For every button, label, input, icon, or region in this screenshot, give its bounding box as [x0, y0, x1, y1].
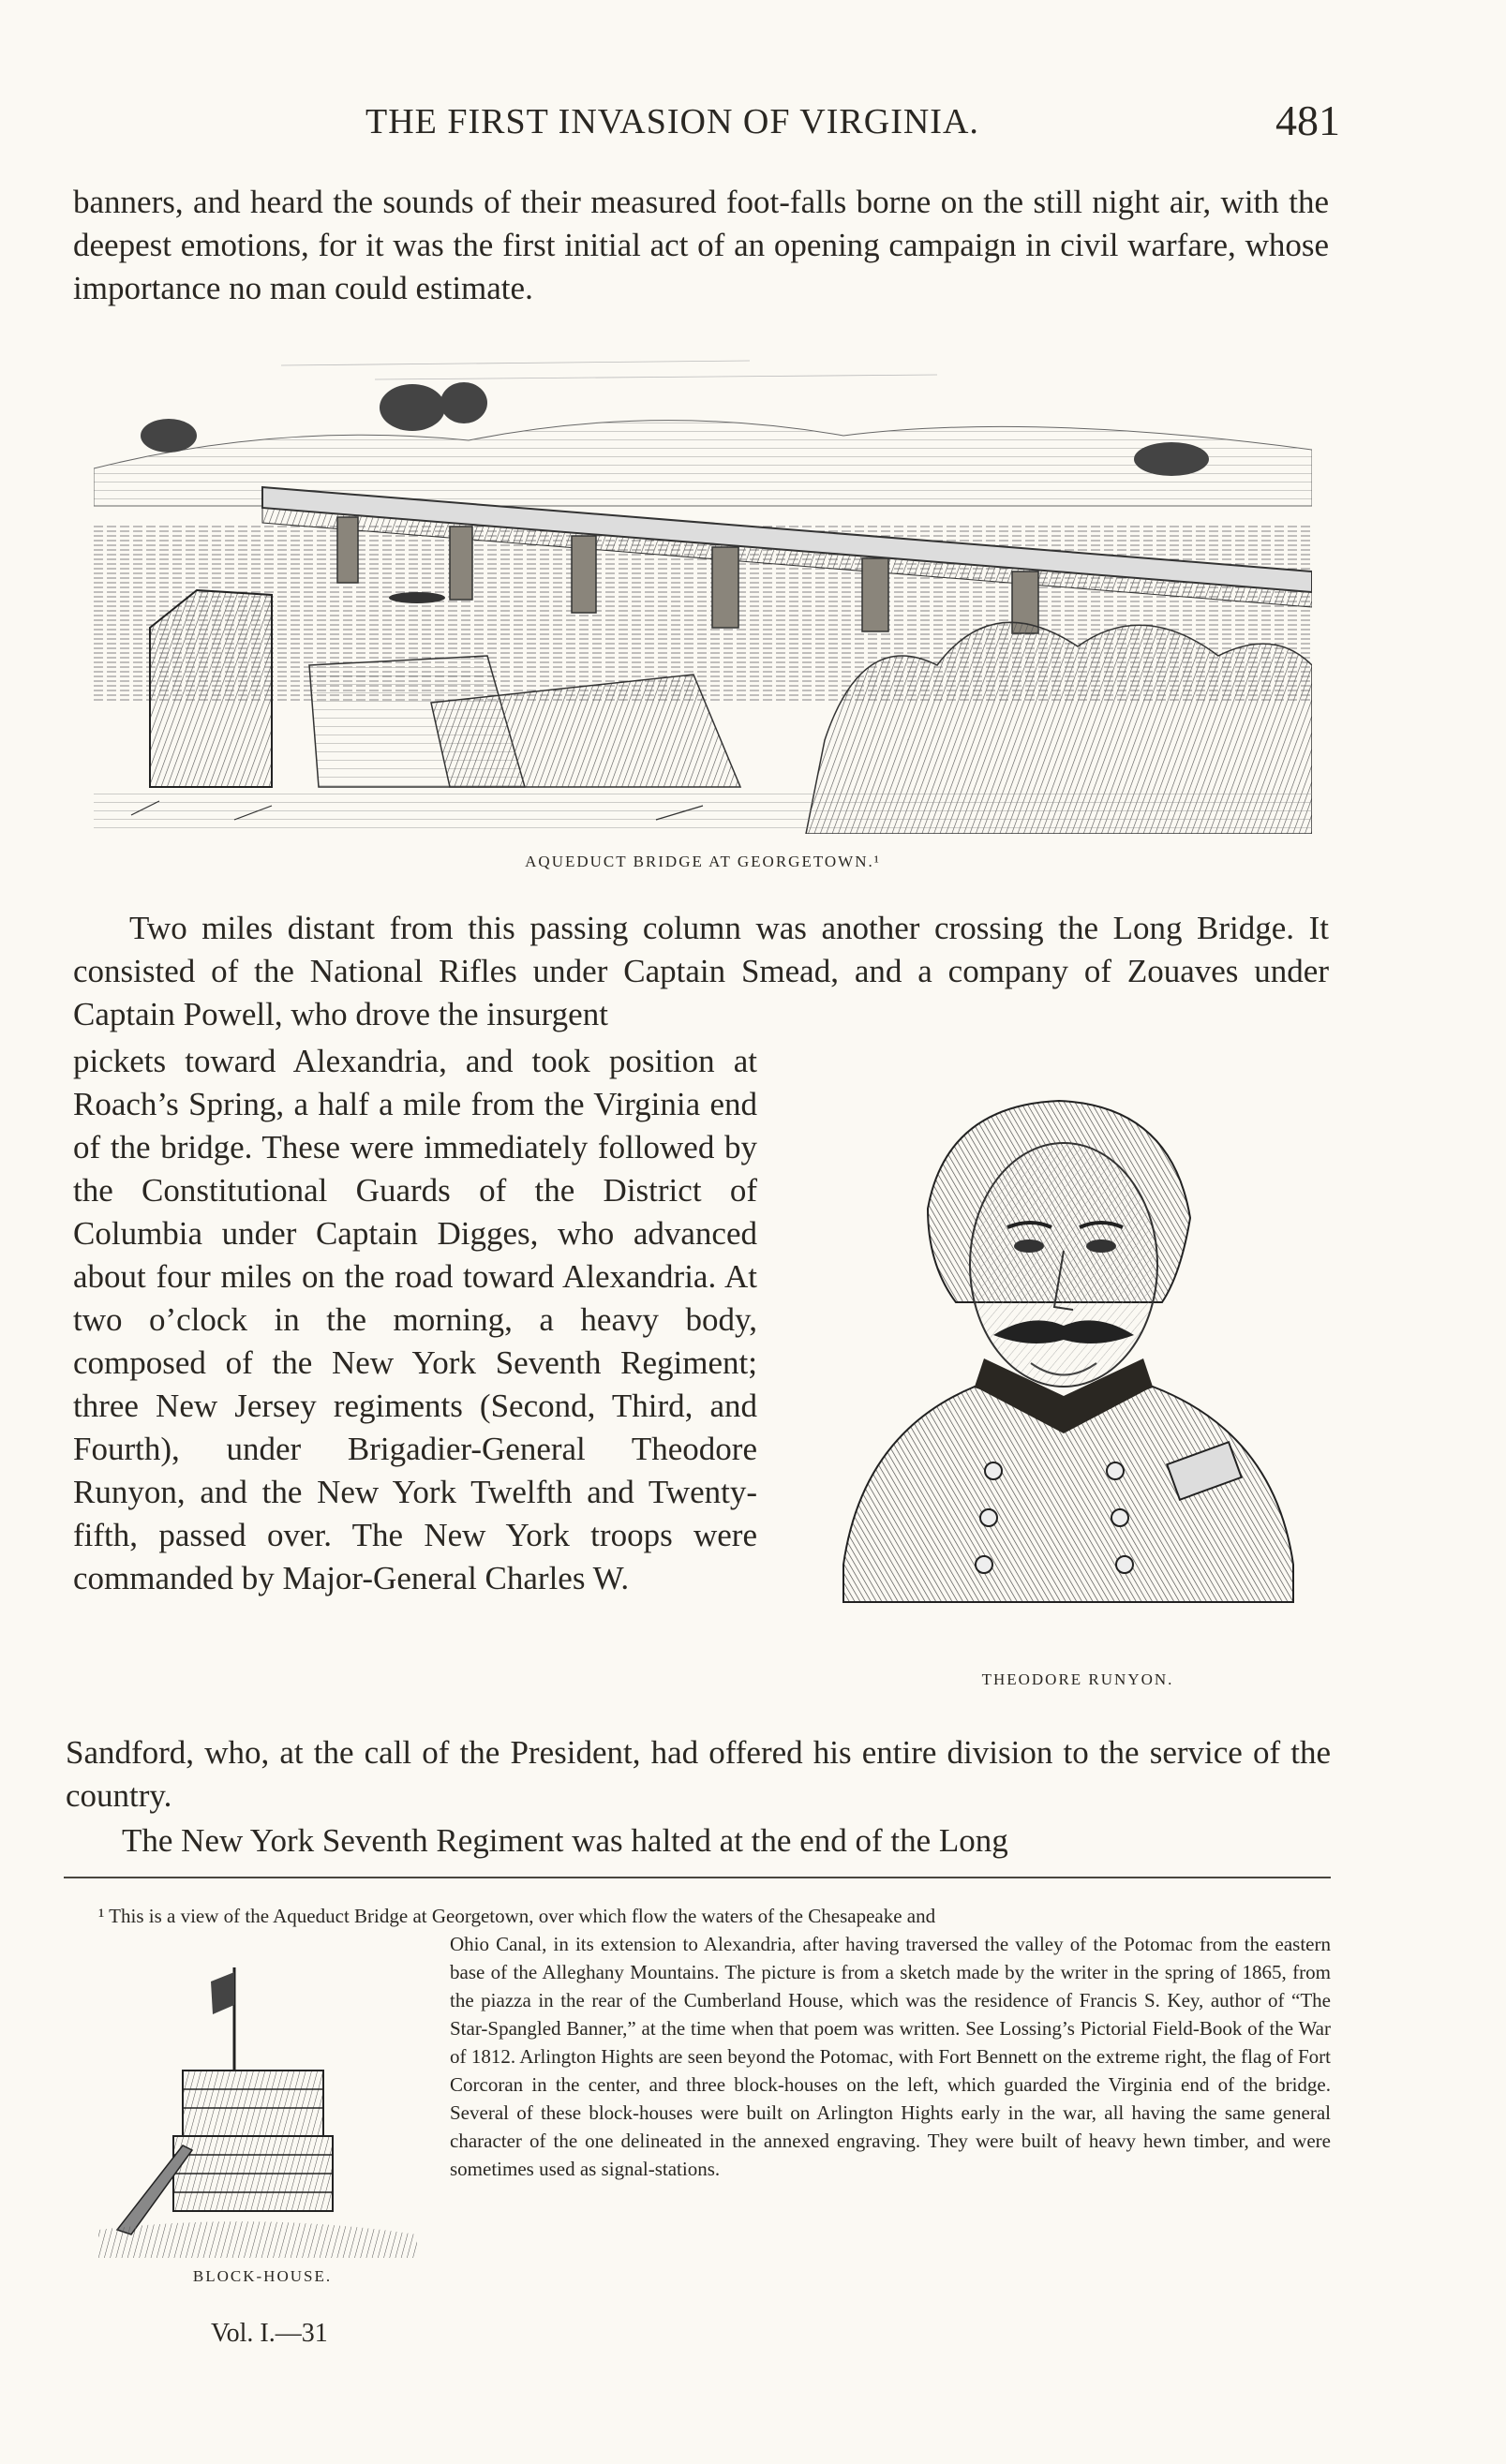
paragraph-sandford-text: Sandford, who, at the call of the President, had offered his entire division to the service of the country.	[66, 1734, 1331, 1814]
blockhouse-illustration	[80, 1958, 436, 2267]
bridge-caption: AQUEDUCT BRIDGE AT GEORGETOWN.¹	[525, 853, 881, 870]
aqueduct-bridge-engraving	[94, 347, 1312, 834]
portrait-illustration	[806, 1077, 1331, 1658]
footnote-first-line	[98, 1902, 1331, 1930]
bridge-illustration	[94, 347, 1312, 834]
paragraph-long-bridge-text: Two miles distant from this passing column was another crossing the Long Bridge. It consisted of the National Rifles under Captain Smead, and a company of Zouaves under Captain Powell, who drove the insurgent	[73, 910, 1329, 1032]
paragraph-narrow-column	[73, 1040, 757, 1600]
footnote-rule	[64, 1877, 1331, 1878]
running-head	[365, 94, 1340, 150]
blockhouse-caption: BLOCK-HOUSE.	[192, 2267, 333, 2285]
running-title: THE FIRST INVASION OF VIRGINIA.	[365, 102, 979, 141]
paragraph-sandford	[66, 1731, 1331, 1818]
volume-signature: Vol. I.—31	[211, 2319, 328, 2348]
paragraph-seventh-regiment-text: The New York Seventh Regiment was halted at the end of the Long	[122, 1822, 1008, 1859]
footnote-body: Ohio Canal, in its extension to Alexandria, after having traversed the valley of the Potomac from the eastern base of the Alleghany Mountains. The picture is from a sketch made by the writer in the spring of 1865, from the piazza in the rear of the Cumberland House, which was the residence of Francis S. Key, author of “The Star-Spangled Banner,” at the time when that poem was written. See Lossing’s Pictorial Field-Book of the War of 1812. Arlington Hights are seen beyond the Potomac, with Fort Bennett on the extreme right, the flag of Fort Corcoran in the center, and three block-houses on the left, which guarded the Virginia end of the bridge. Several of these block-houses were built on Arlington Hights early in the war, all having the same general character of the one delineated in the annexed engraving. They were built of heavy hewn timber, and were sometimes used as signal-stations.	[450, 1933, 1331, 2180]
paragraph-seventh-regiment	[75, 1819, 1331, 1863]
theodore-runyon-portrait	[806, 1077, 1331, 1658]
footnote-first-text: This is a view of the Aqueduct Bridge at Georgetown, over which flow the waters of the Chesapeake and	[109, 1905, 936, 1927]
page-number: 481	[1275, 96, 1340, 144]
runyon-caption: THEODORE RUNYON.	[981, 1670, 1174, 1688]
block-house-engraving	[80, 1958, 436, 2267]
paragraph-long-bridge	[73, 907, 1329, 1036]
paragraph-narrow-text: pickets toward Alexandria, and took position at Roach’s Spring, a half a mile from the Virginia end of the bridge. These were immediately followed by the Constitutional Guards of the District of Columbia under Captain Digges, who advanced about four miles on the road toward Alexandria. At two o’clock in the morning, a heavy body, composed of the New York Seventh Regiment; three New Jersey regiments (Second, Third, and Fourth), under Brigadier-General Theodore Runyon, and the New York Twelfth and Twenty-fifth, passed over. The New York troops were commanded by Major-General Charles W.	[73, 1043, 757, 1596]
footnote-marker: ¹	[98, 1905, 105, 1927]
opening-text: banners, and heard the sounds of their measured foot-falls borne on the still night air, with the deepest emotions, for it was the first initial act of an opening campaign in civil warfare, whose importance no man could estimate.	[73, 184, 1329, 306]
opening-paragraph	[73, 181, 1329, 310]
